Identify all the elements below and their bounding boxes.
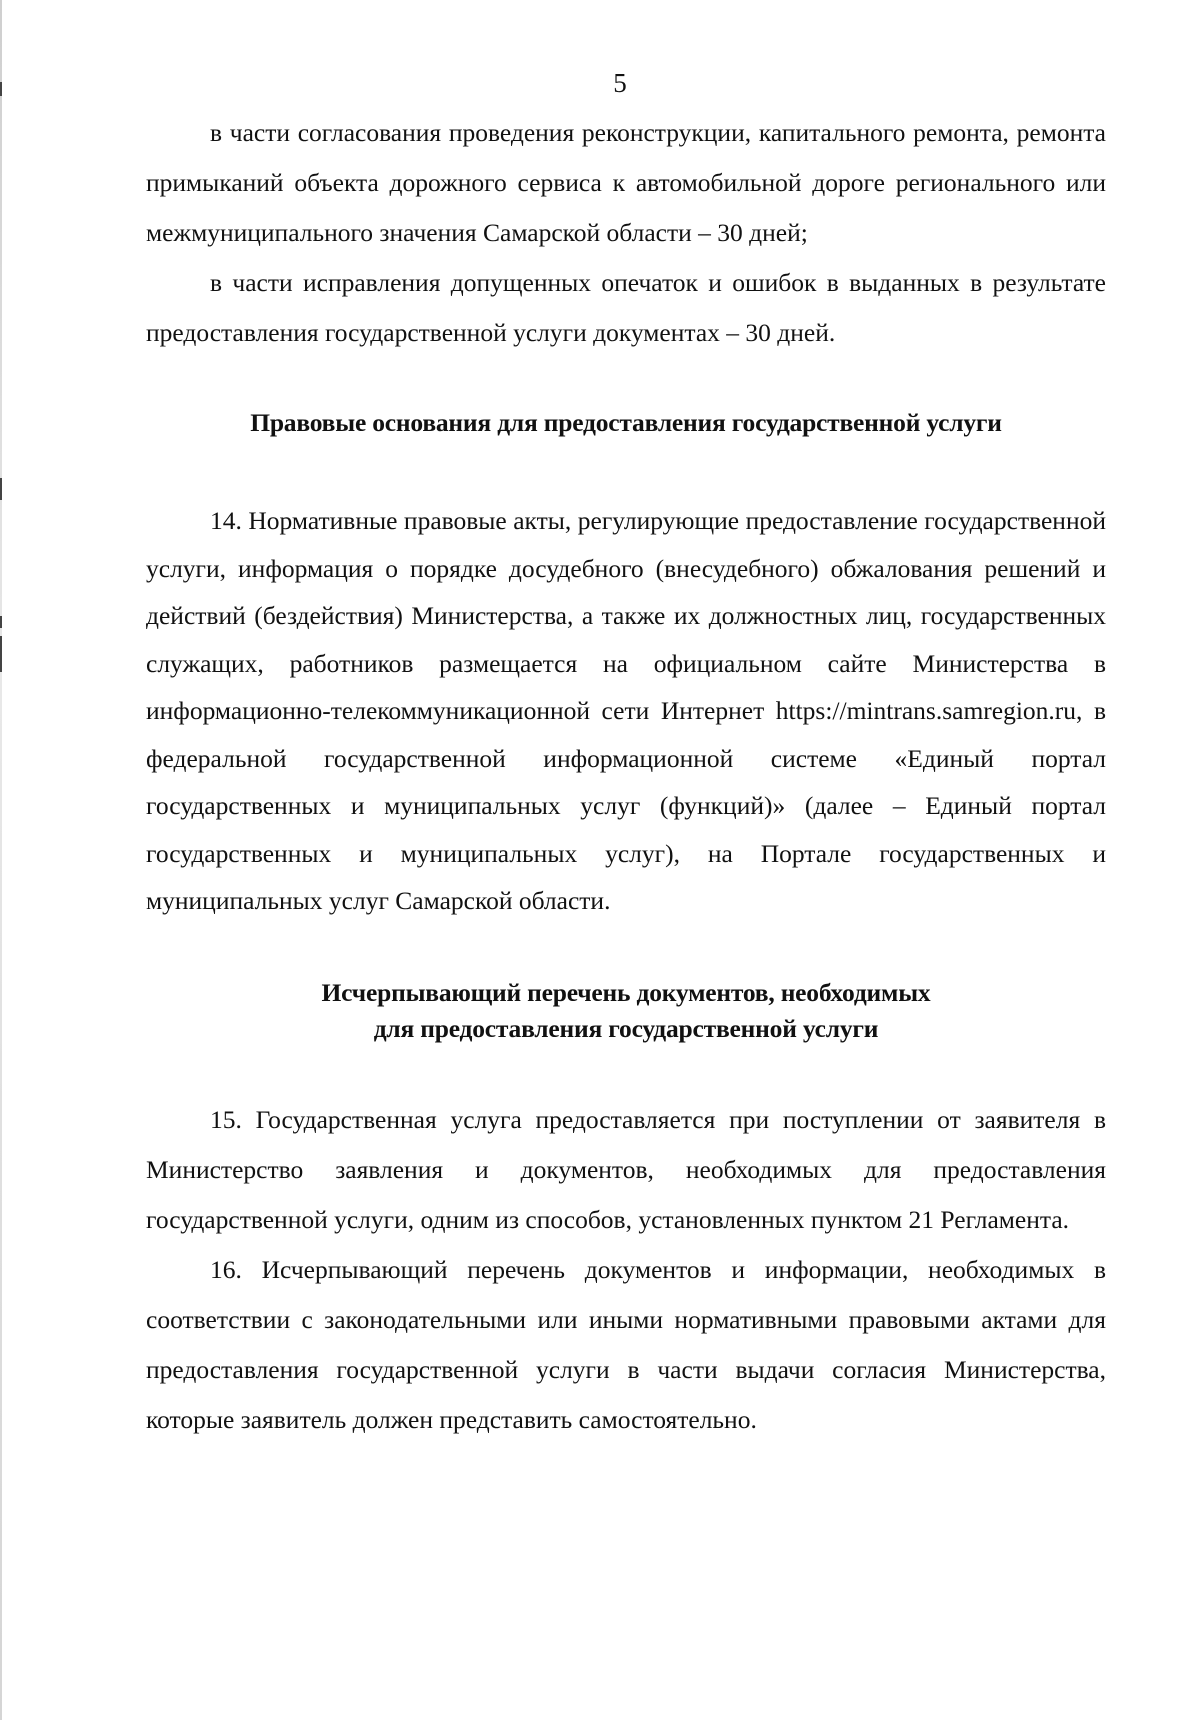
heading-legal-basis: Правовые основания для предоставления государственной услуги <box>250 408 1002 437</box>
scan-mark <box>0 636 2 672</box>
paragraph-error-correction: в части исправления допущенных опечаток и ошибок в выданных в результате предоставления государственной услуги документах – 30 дней. <box>146 268 1106 347</box>
scan-left-edge <box>0 0 2 1720</box>
paragraph-16: 16. Исчерпывающий перечень документов и информации, необходимых в соответствии с законодательными или иными нормативными правовыми актами для предоставления государственной услуги в части выдачи согласия Министерства, которые заявитель должен представить самостоятельно. <box>146 1254 1106 1434</box>
page-number: 5 <box>613 68 627 98</box>
heading-documents-list-line-2: для предоставления государственной услуги <box>373 1013 879 1043</box>
paragraph-14: 14. Нормативные правовые акты, регулирующие предоставление государственной услуги, информация о порядке досудебного (внесудебного) обжалования решений и действий (бездействия) Министерства, а также их должностных лиц, государственных служащих, работников размещается на официальном сайте Министерства в информационно-телекоммуникационной сети Интернет https://mintrans.samregion.ru, в федеральной государственной информационной системе «Единый портал государственных и муниципальных услуг (функций)» (далее – Единый портал государственных и муниципальных услуг), на Портале государственных и муниципальных услуг Самарской области. <box>146 506 1106 915</box>
paragraph-approval-reconstruction: в части согласования проведения реконструкции, капитального ремонта, ремонта примыканий объекта дорожного сервиса к автомобильной дороге регионального или межмуниципального значения Самарской области – 30 дней; <box>146 118 1106 247</box>
heading-documents-list <box>146 975 1106 1047</box>
scan-mark <box>0 478 2 500</box>
heading-documents-list-line-1: Исчерпывающий перечень документов, необходимых <box>321 977 931 1007</box>
scan-mark <box>0 616 2 628</box>
document-body <box>146 108 1106 1445</box>
paragraph-15: 15. Государственная услуга предоставляется при поступлении от заявителя в Министерство заявления и документов, необходимых для предоставления государственной услуги, одним из способов, установленных пунктом 21 Регламента. <box>146 1104 1106 1234</box>
